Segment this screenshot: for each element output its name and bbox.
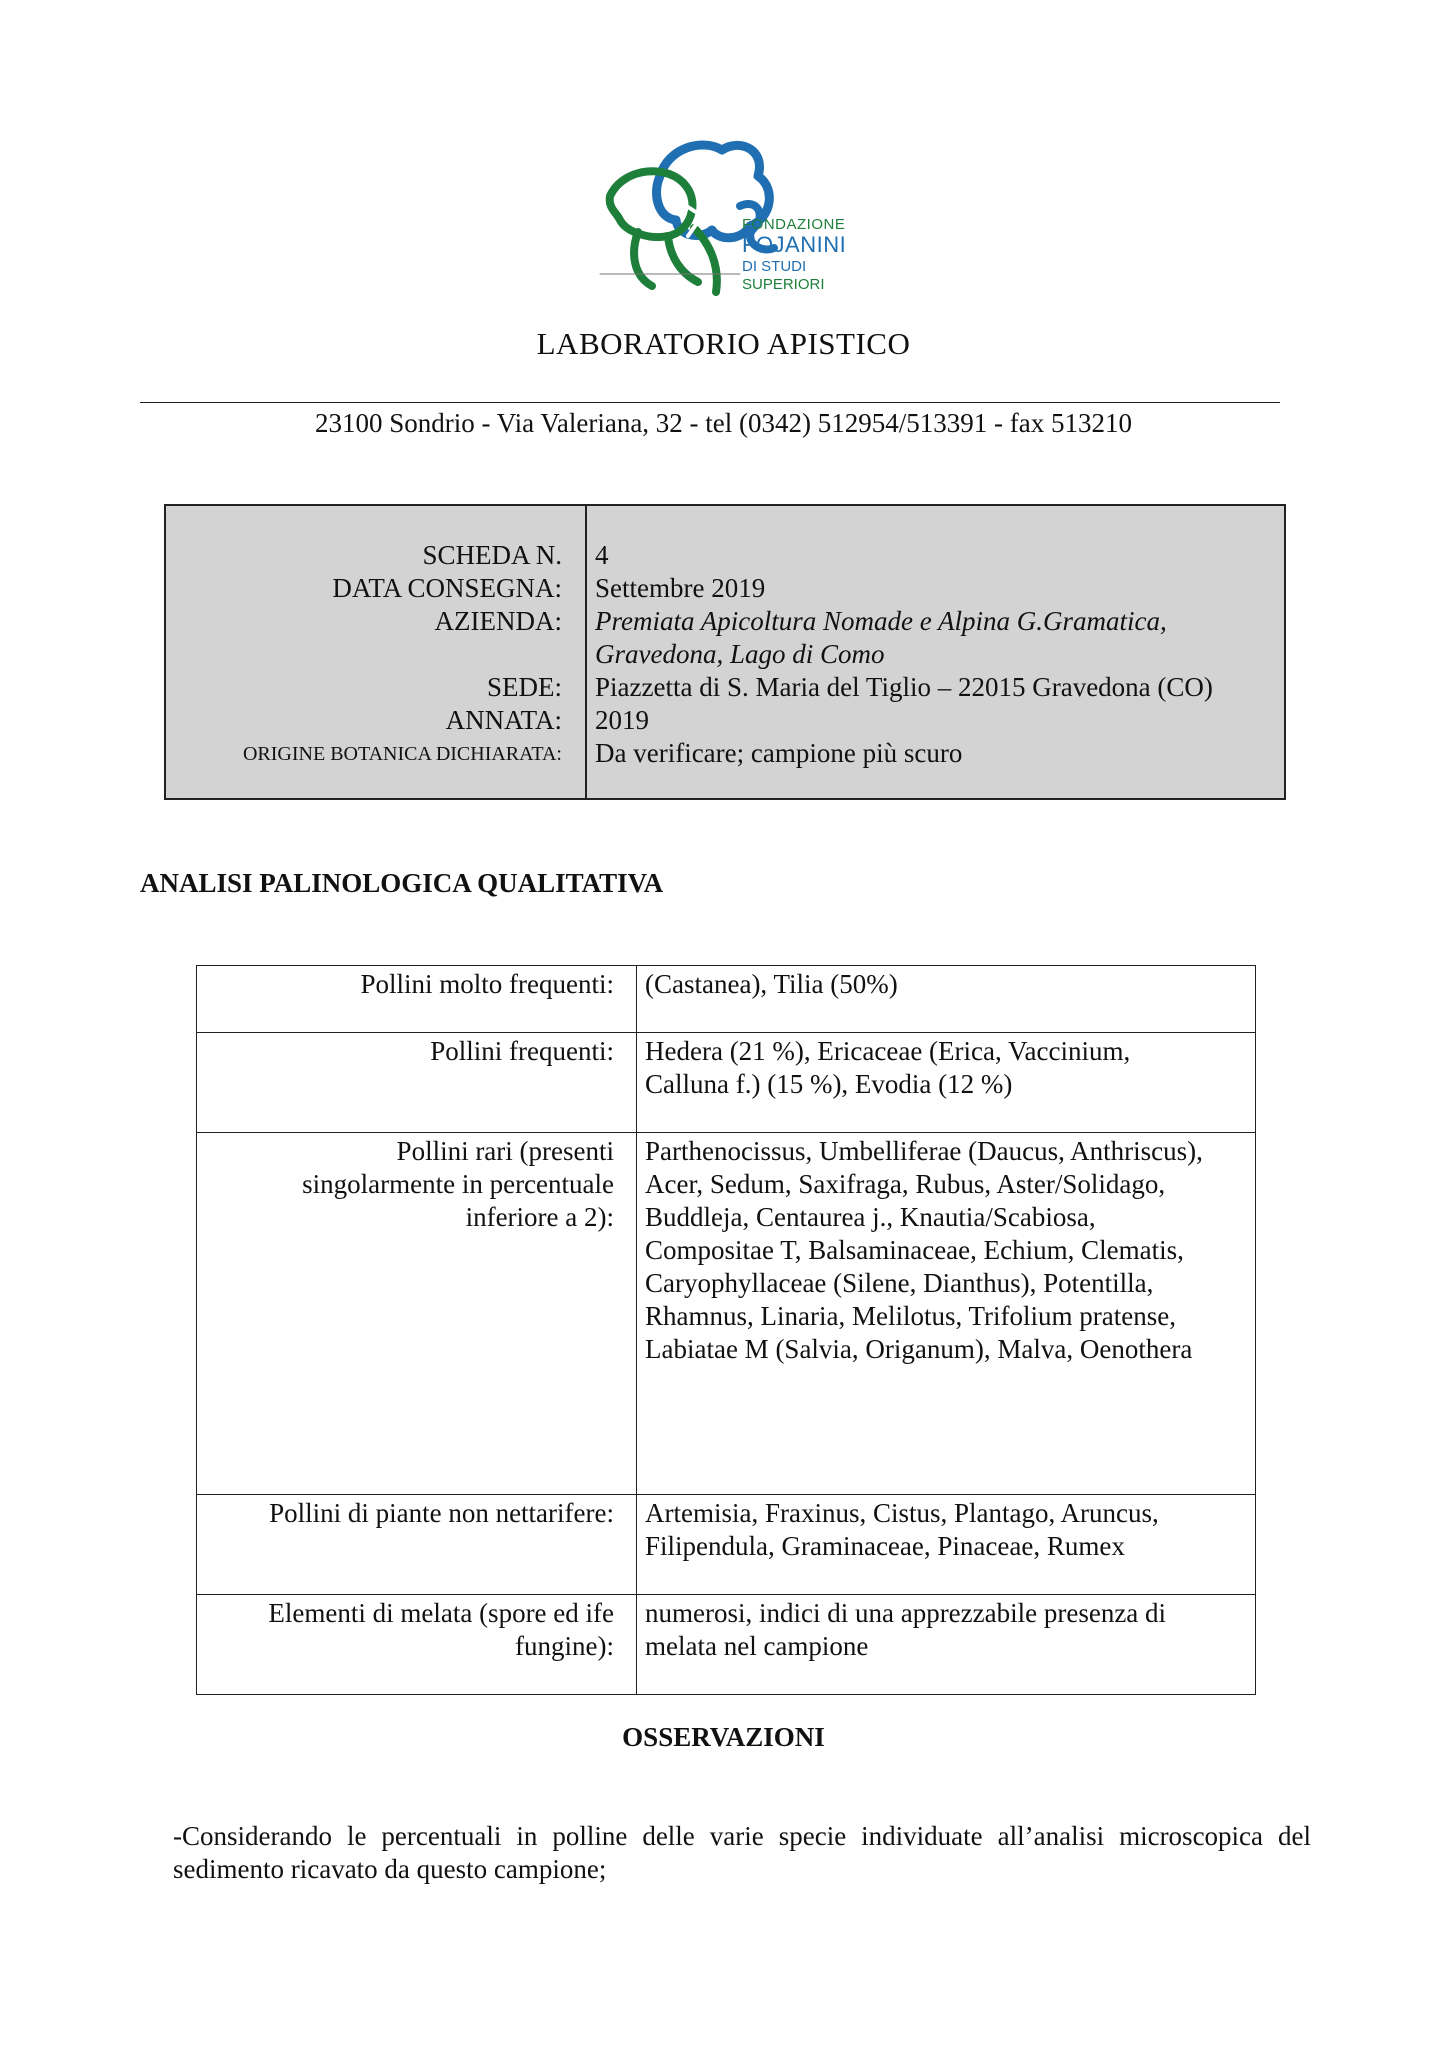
sede-label: SEDE:: [486, 672, 562, 702]
row-value-melata: numerosi, indici di una apprezzabile presenza di melata nel campione: [637, 1595, 1256, 1695]
observations-title: OSSERVAZIONI: [622, 1722, 825, 1752]
logo-text-fojanini: FOJANINI: [742, 232, 847, 257]
table-row: [197, 1133, 1256, 1495]
table-row: [197, 1595, 1256, 1695]
table-row: [197, 966, 1256, 1033]
header-divider: [140, 402, 1280, 403]
annata-value: 2019: [595, 705, 649, 735]
row-label-frequenti: Pollini frequenti:: [197, 1033, 637, 1133]
lab-title: LABORATORIO APISTICO: [536, 326, 911, 361]
logo-text-fondazione: FONDAZIONE: [742, 216, 846, 233]
pollen-analysis-table: [196, 965, 1256, 1695]
data-consegna-label: DATA CONSEGNA:: [332, 573, 562, 603]
scheda-label: SCHEDA N.: [422, 540, 562, 570]
lab-address: 23100 Sondrio - Via Valeriana, 32 - tel (0342) 512954/513391 - fax 513210: [314, 408, 1132, 438]
azienda-label: AZIENDA:: [434, 606, 562, 636]
azienda-value-line1: Premiata Apicoltura Nomade e Alpina G.Gramatica,: [595, 606, 1167, 636]
analysis-section-title: ANALISI PALINOLOGICA QUALITATIVA: [140, 868, 664, 898]
scheda-value: 4: [595, 540, 609, 570]
table-row: [197, 1033, 1256, 1133]
sede-value: Piazzetta di S. Maria del Tiglio – 22015 Gravedona (CO): [595, 672, 1213, 702]
row-value-molto-frequenti: (Castanea), Tilia (50%): [637, 966, 1256, 1033]
row-value-non-nettarifere: Artemisia, Fraxinus, Cistus, Plantago, Aruncus, Filipendula, Graminaceae, Pinaceae, Rumex: [637, 1495, 1256, 1595]
observations-text: -Considerando le percentuali in polline delle varie specie individuate all’analisi microscopica del sedimento ricavato da questo campione;: [173, 1821, 1311, 1884]
origine-botanica-value: Da verificare; campione più scuro: [595, 738, 963, 768]
logo-text-di-studi: DI STUDI: [742, 258, 807, 275]
annata-label: ANNATA:: [445, 705, 562, 735]
row-label-molto-frequenti: Pollini molto frequenti:: [197, 966, 637, 1033]
table-row: [197, 1495, 1256, 1595]
sample-info-divider: [585, 504, 587, 800]
row-label-melata: Elementi di melata (spore ed ife fungine):: [197, 1595, 637, 1695]
data-consegna-value: Settembre 2019: [595, 573, 766, 603]
row-label-rari: Pollini rari (presenti singolarmente in percentuale inferiore a 2):: [197, 1133, 637, 1495]
row-value-frequenti: Hedera (21 %), Ericaceae (Erica, Vaccinium, Calluna f.) (15 %), Evodia (12 %): [637, 1033, 1256, 1133]
row-label-non-nettarifere: Pollini di piante non nettarifere:: [197, 1495, 637, 1595]
row-value-rari: Parthenocissus, Umbelliferae (Daucus, Anthriscus), Acer, Sedum, Saxifraga, Rubus, Aster/Solidago, Buddleja, Centaurea j., Knautia/Scabiosa, Compositae T, Balsaminaceae, Echium, Clematis, Caryophyllaceae (Silene, Dianthus), Potentilla, Rhamnus, Linaria, Melilotus, Trifolium pratense, Labiatae M (Salvia, Origanum), Malva, Oenothera: [637, 1133, 1256, 1495]
origine-botanica-label: ORIGINE BOTANICA DICHIARATA:: [242, 743, 562, 765]
logo-text-superiori: SUPERIORI: [742, 276, 825, 293]
azienda-value-line2: Gravedona, Lago di Como: [595, 639, 885, 669]
